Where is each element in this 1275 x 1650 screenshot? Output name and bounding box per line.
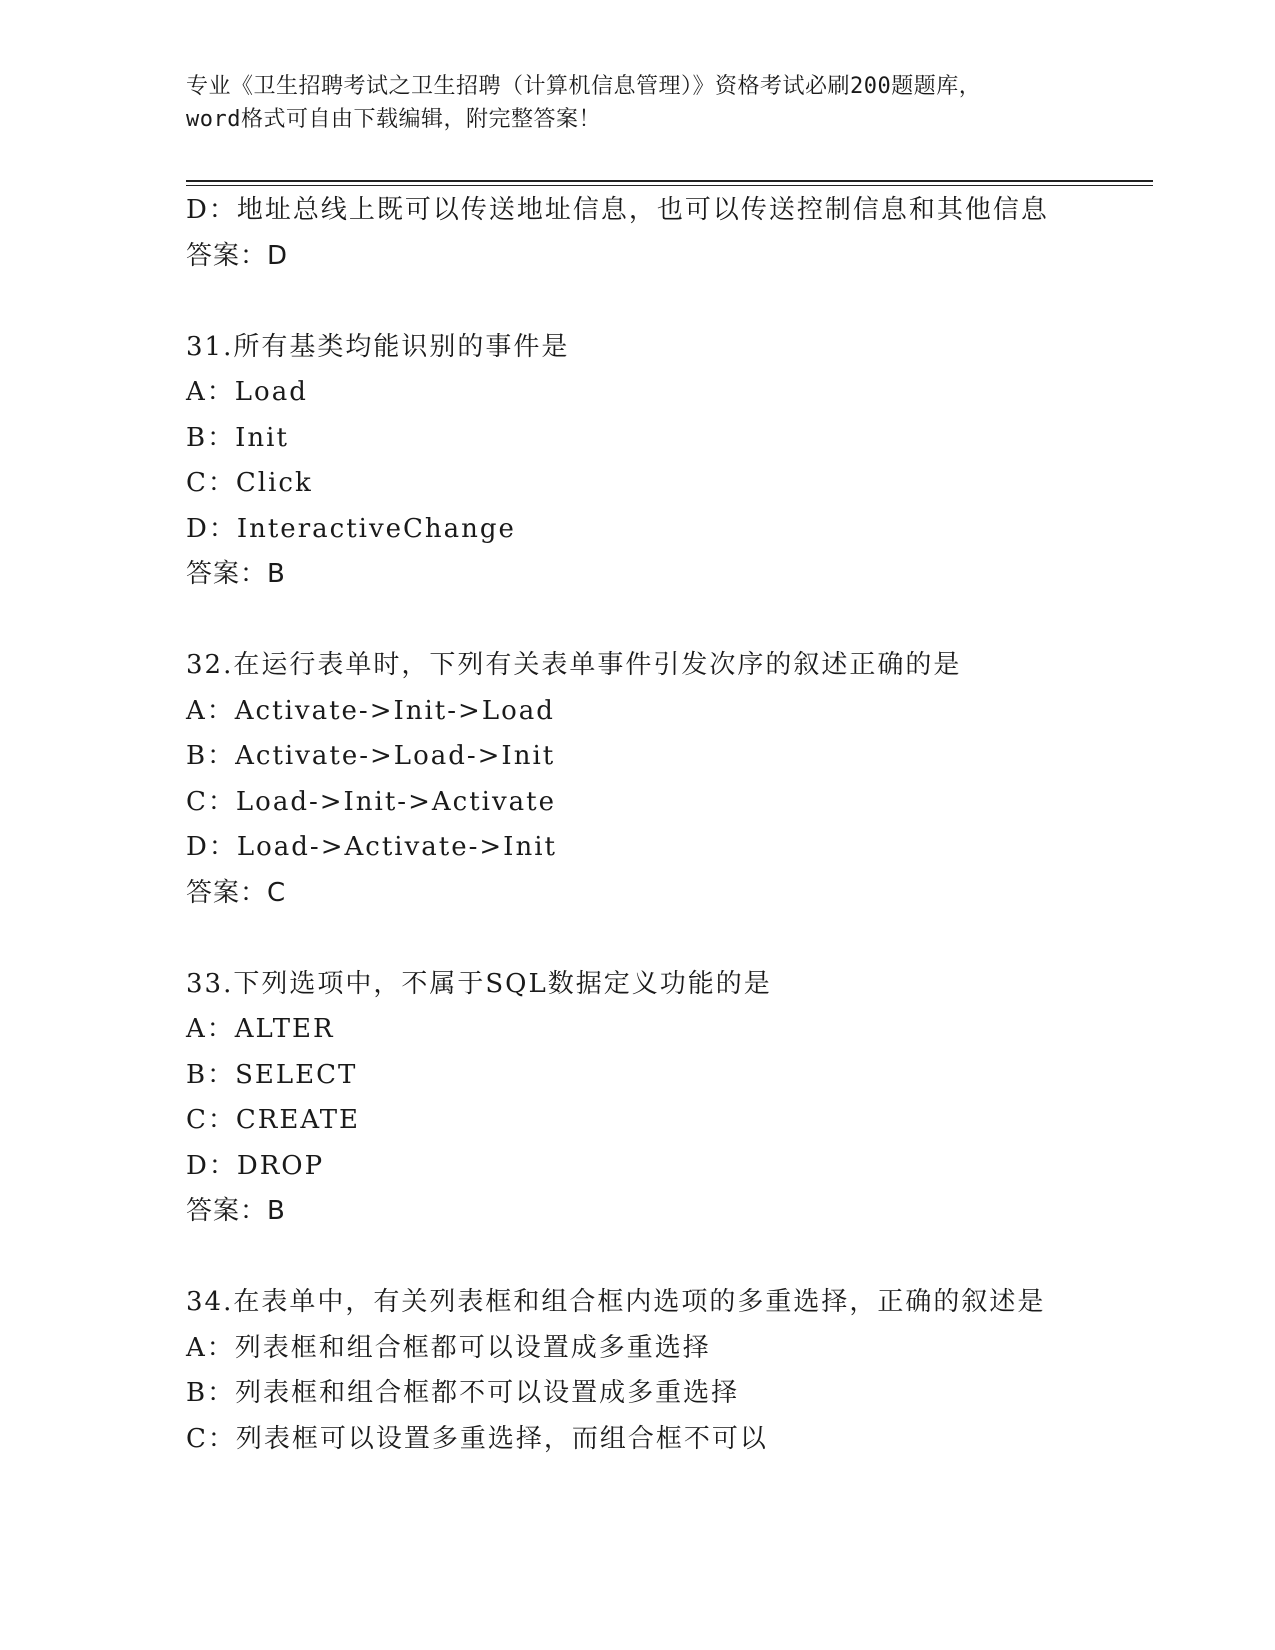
question-32-option-b: B：Activate->Load->Init bbox=[186, 741, 556, 771]
question-33-answer: 答案：B bbox=[186, 1196, 286, 1226]
question-31-option-b: B：Init bbox=[186, 422, 289, 453]
question-33-option-a: A：ALTER bbox=[186, 1014, 335, 1044]
spacer bbox=[186, 598, 1146, 644]
question-32-option-c: C：Load->Init->Activate bbox=[186, 786, 557, 817]
option-d-continued: D：地址总线上既可以传送地址信息，也可以传送控制信息和其他信息 bbox=[186, 195, 1049, 225]
question-31-answer: 答案：B bbox=[186, 559, 286, 589]
question-32-option-a: A：Activate->Init->Load bbox=[186, 695, 555, 726]
header-title-line-1: 专业《卫生招聘考试之卫生招聘（计算机信息管理）》资格考试必刷200题题库， bbox=[186, 74, 982, 99]
question-34-option-b: B：列表框和组合框都不可以设置成多重选择 bbox=[186, 1378, 740, 1408]
question-31-option-c: C：Click bbox=[186, 468, 313, 498]
spacer bbox=[186, 279, 1146, 325]
question-33-option-d: D：DROP bbox=[186, 1150, 325, 1181]
question-32-stem: 32.在运行表单时，下列有关表单事件引发次序的叙述正确的是 bbox=[186, 650, 962, 680]
question-32-answer: 答案：C bbox=[186, 877, 287, 908]
question-34-stem: 34.在表单中，有关列表框和组合框内选项的多重选择，正确的叙述是 bbox=[186, 1287, 1046, 1317]
question-33-stem: 33.下列选项中，不属于SQL数据定义功能的是 bbox=[186, 968, 772, 999]
spacer bbox=[186, 1235, 1146, 1281]
header-divider-thick bbox=[186, 180, 1153, 182]
question-31-stem: 31.所有基类均能识别的事件是 bbox=[186, 331, 570, 362]
question-31-option-d: D：InteractiveChange bbox=[186, 513, 516, 544]
answer-continued: 答案：D bbox=[186, 240, 289, 271]
question-34-option-a: A：列表框和组合框都可以设置成多重选择 bbox=[186, 1332, 711, 1363]
spacer bbox=[186, 916, 1146, 962]
question-34-option-c: C：列表框可以设置多重选择，而组合框不可以 bbox=[186, 1423, 768, 1454]
question-33-option-c: C：CREATE bbox=[186, 1105, 361, 1135]
question-33-option-b: B：SELECT bbox=[186, 1059, 358, 1090]
header-divider-thin bbox=[186, 185, 1153, 186]
document-header bbox=[186, 70, 1086, 136]
question-list bbox=[186, 188, 1146, 1462]
question-31-option-a: A：Load bbox=[186, 377, 308, 407]
header-title-line-2: word格式可自由下载编辑，附完整答案！ bbox=[186, 107, 601, 132]
question-32-option-d: D：Load->Activate->Init bbox=[186, 832, 557, 862]
